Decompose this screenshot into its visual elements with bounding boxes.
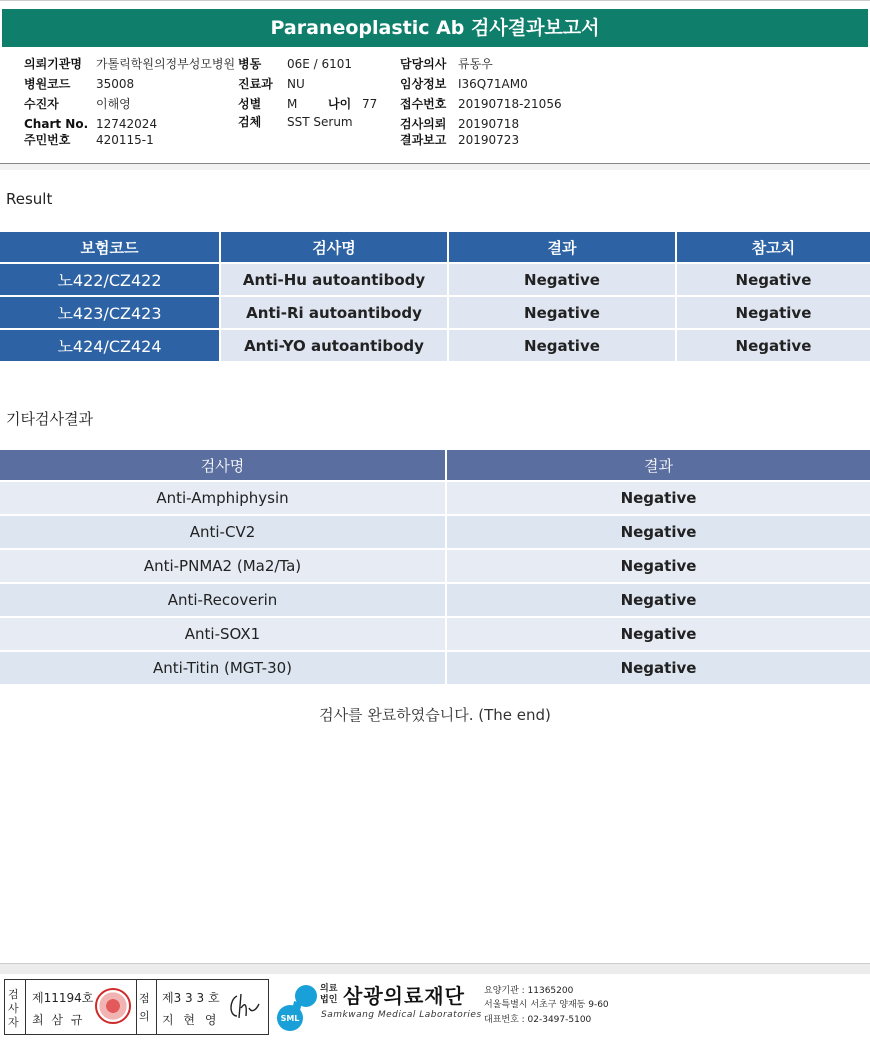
test-result: Negative: [447, 482, 870, 514]
info-value: 420115-1: [96, 133, 154, 147]
box-divider: [25, 980, 26, 1034]
insurance-code: 노423/CZ423: [0, 297, 219, 328]
table-row: [0, 297, 870, 328]
examiner-number: 제11194호: [32, 991, 94, 1005]
test-name: Anti-Hu autoantibody: [221, 264, 447, 295]
info-label: 담당의사: [400, 57, 447, 71]
test-name: Anti-Titin (MGT-30): [0, 652, 445, 684]
footer-divider: [0, 963, 870, 974]
test-name: Anti-Ri autoantibody: [221, 297, 447, 328]
reference-value: Negative: [677, 264, 870, 295]
organization-name: 삼광의료재단: [343, 984, 465, 1008]
column-header: 참고치: [677, 232, 870, 262]
patient-info: [0, 50, 870, 162]
result-table: [0, 230, 870, 363]
end-note: 검사를 완료하였습니다. (The end): [319, 706, 551, 724]
reviewer-name: 지 현 영: [162, 1013, 220, 1027]
insurance-code: 노424/CZ424: [0, 330, 219, 361]
column-header: 결과: [449, 232, 675, 262]
test-result: Negative: [449, 297, 675, 328]
examiner-label-char: 검: [8, 988, 19, 1001]
column-header: 검사명: [0, 450, 445, 480]
table-row: [0, 584, 870, 616]
info-value: 류동우: [458, 57, 493, 71]
seal-stamp: [95, 988, 131, 1024]
sml-logo-icon: [272, 980, 320, 1032]
column-header: 결과: [447, 450, 870, 480]
info-label: 수진자: [24, 97, 59, 111]
info-label: 나이: [328, 97, 352, 111]
org-prefix: 의료: [320, 984, 338, 994]
info-label: 검체: [238, 115, 262, 129]
test-name: Anti-Amphiphysin: [0, 482, 445, 514]
divider-shade: [0, 164, 870, 170]
reviewer-label-char: 점: [139, 992, 150, 1005]
test-name: Anti-Recoverin: [0, 584, 445, 616]
org-prefix: 법인: [320, 995, 338, 1005]
table-row: [0, 482, 870, 514]
info-label: 병원코드: [24, 77, 71, 91]
info-value: I36Q71AM0: [458, 77, 528, 91]
table-row: [0, 618, 870, 650]
info-value: 20190718: [458, 117, 520, 131]
info-value: 35008: [96, 77, 135, 91]
reference-value: Negative: [677, 297, 870, 328]
table-row: [0, 264, 870, 295]
info-label: 임상정보: [400, 77, 447, 91]
info-value: SST Serum: [287, 115, 353, 129]
examiner-label-char: 자: [8, 1016, 19, 1029]
examiner-name: 최 삼 규: [32, 1013, 85, 1027]
info-value: 20190718-21056: [458, 97, 562, 111]
column-header: 보험코드: [0, 232, 219, 262]
test-name: Anti-PNMA2 (Ma2/Ta): [0, 550, 445, 582]
info-label: 접수번호: [400, 97, 447, 111]
info-value: 06E / 6101: [287, 57, 353, 71]
org-code: 요양기관 : 11365200: [484, 986, 574, 996]
other-results-table: [0, 448, 870, 686]
info-label: 주민번호: [24, 133, 71, 147]
examiner-label-char: 사: [8, 1002, 19, 1015]
organization-english-name: Samkwang Medical Laboratories: [321, 1010, 482, 1020]
info-label: 의뢰기관명: [24, 57, 82, 71]
table-header-row: [0, 450, 870, 480]
test-result: Negative: [447, 618, 870, 650]
table-row: [0, 330, 870, 361]
reference-value: Negative: [677, 330, 870, 361]
reviewer-label-char: 의: [139, 1010, 150, 1023]
info-label: 성별: [238, 97, 262, 111]
test-result: Negative: [447, 584, 870, 616]
info-label: 진료과: [238, 77, 273, 91]
info-value: M: [287, 97, 298, 111]
info-value: 가톨릭학원의정부성모병원: [96, 57, 236, 71]
table-row: [0, 516, 870, 548]
table-row: [0, 550, 870, 582]
info-value: 이해영: [96, 97, 131, 111]
reviewer-number: 제3 3 3 호: [162, 991, 220, 1005]
box-divider: [136, 980, 137, 1034]
test-name: Anti-YO autoantibody: [221, 330, 447, 361]
other-section-title: 기타검사결과: [6, 410, 93, 428]
signature-box: [4, 979, 269, 1035]
table-header-row: [0, 232, 870, 262]
test-result: Negative: [447, 516, 870, 548]
report-title: Paraneoplastic Ab 검사결과보고서: [2, 9, 868, 47]
insurance-code: 노422/CZ422: [0, 264, 219, 295]
org-address: 서울특별시 서초구 양재동 9-60: [484, 1000, 609, 1010]
info-value: 12742024: [96, 117, 158, 131]
result-section-title: Result: [6, 190, 53, 208]
logo-text: SML: [280, 1014, 300, 1023]
info-value: NU: [287, 77, 305, 91]
test-result: Negative: [447, 652, 870, 684]
signature-icon: [227, 990, 263, 1022]
title-bar: [0, 0, 870, 47]
test-result: Negative: [449, 330, 675, 361]
test-result: Negative: [447, 550, 870, 582]
column-header: 검사명: [221, 232, 447, 262]
test-result: Negative: [449, 264, 675, 295]
test-name: Anti-SOX1: [0, 618, 445, 650]
info-value: 77: [362, 97, 378, 111]
info-label: 병동: [238, 57, 262, 71]
table-row: [0, 652, 870, 684]
box-divider: [156, 980, 157, 1034]
info-label: 결과보고: [400, 133, 447, 147]
info-label: Chart No.: [24, 117, 89, 131]
test-name: Anti-CV2: [0, 516, 445, 548]
info-value: 20190723: [458, 133, 520, 147]
org-phone: 대표번호 : 02-3497-5100: [484, 1015, 592, 1025]
info-label: 검사의뢰: [400, 117, 447, 131]
